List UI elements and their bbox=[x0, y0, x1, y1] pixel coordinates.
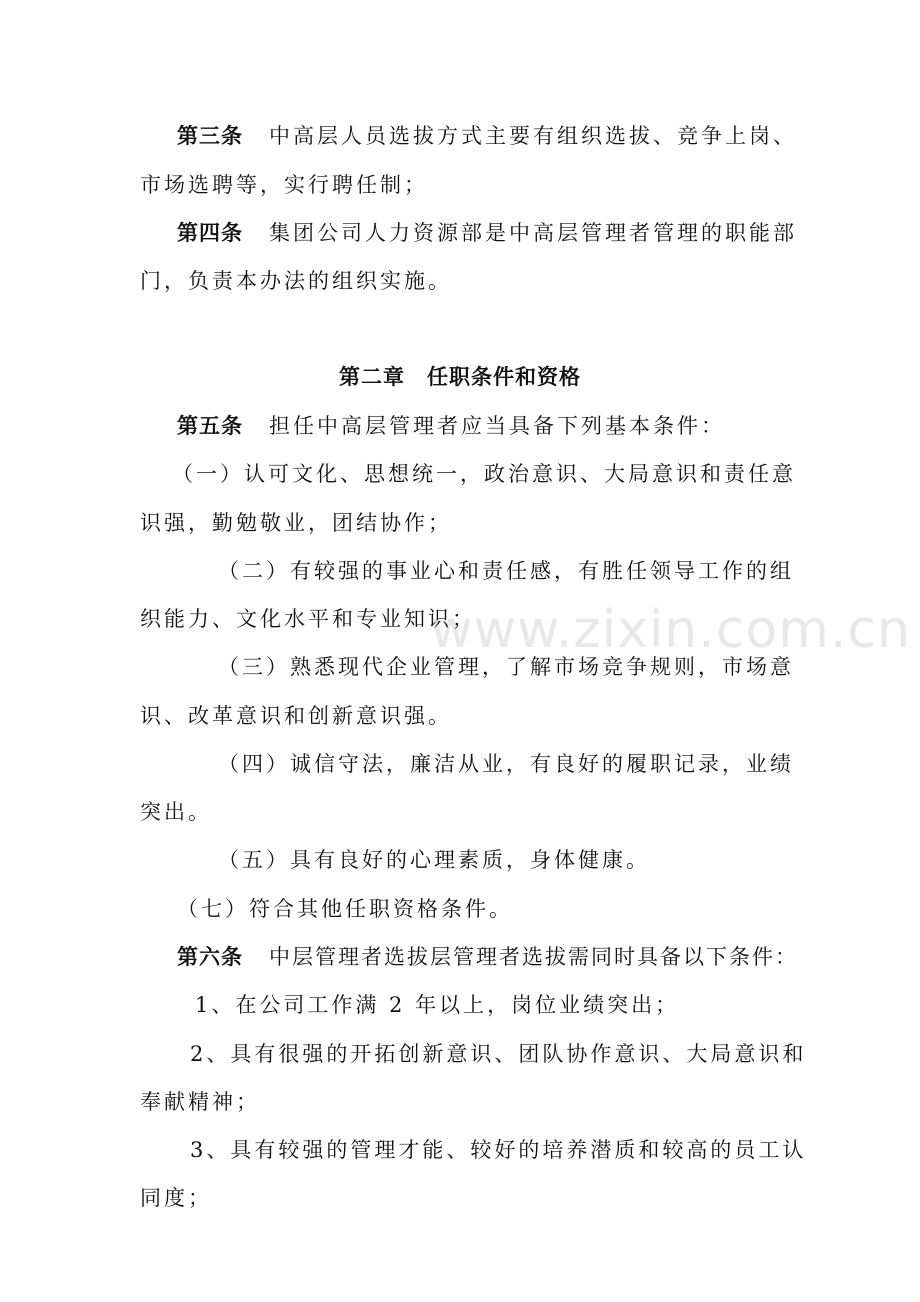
article-6-item-2-line-2 bbox=[0, 1087, 920, 1117]
list-item-text: 3、具有较强的管理才能、较好的培养潜质和较高的员工认 bbox=[190, 1138, 807, 1162]
article-4-text-1: 集团公司人力资源部是中高层管理者管理的职能部 bbox=[269, 221, 797, 245]
article-4-line-1 bbox=[0, 218, 920, 248]
list-item-text: （一）认可文化、思想统一，政治意识、大局意识和责任意 bbox=[172, 462, 796, 486]
article-6-item-3-line-1 bbox=[0, 1135, 920, 1165]
article-6-text-1: 中层管理者选拔层管理者选拔需同时具备以下条件： bbox=[269, 945, 798, 969]
article-5-item-1-line-1 bbox=[0, 459, 920, 489]
chapter-number: 第二章 bbox=[339, 365, 405, 389]
article-6-label: 第六条 bbox=[177, 945, 243, 969]
list-item-text: 1、在公司工作满 2 年以上，岗位业绩突出； bbox=[195, 993, 680, 1017]
watermark-text: www.zixin.com.cn bbox=[430, 600, 911, 660]
list-item-text: （二）有较强的事业心和责任感，有胜任领导工作的组 bbox=[218, 559, 794, 583]
article-5-item-2-line-2 bbox=[0, 604, 920, 634]
article-5-label: 第五条 bbox=[177, 414, 243, 438]
list-item-text: 识强，勤勉敬业，团结协作； bbox=[140, 511, 452, 535]
list-item-text: 同度； bbox=[140, 1186, 212, 1210]
article-5-line-1 bbox=[0, 411, 920, 441]
list-item-text: （五）具有良好的心理素质，身体健康。 bbox=[218, 848, 650, 872]
article-6-line-1 bbox=[0, 942, 920, 972]
article-3-label: 第三条 bbox=[177, 124, 243, 148]
list-item-text: （四）诚信守法，廉洁从业，有良好的履职记录，业绩 bbox=[218, 752, 794, 776]
list-item-text: 奉献精神； bbox=[140, 1090, 260, 1114]
article-5-item-5-line-1 bbox=[0, 845, 920, 875]
article-3-text-1: 中高层人员选拔方式主要有组织选拔、竞争上岗、 bbox=[269, 124, 797, 148]
article-4-line-2 bbox=[0, 266, 920, 296]
list-item-text: 识、改革意识和创新意识强。 bbox=[140, 704, 452, 728]
article-5-item-1-line-2 bbox=[0, 508, 920, 538]
article-6-item-2-line-1 bbox=[0, 1039, 920, 1069]
list-item-text: 突出。 bbox=[140, 800, 212, 824]
list-item-text: （三）熟悉现代企业管理，了解市场竞争规则，市场意 bbox=[218, 655, 794, 679]
chapter-heading bbox=[0, 362, 920, 392]
article-6-item-3-line-2 bbox=[0, 1183, 920, 1213]
article-5-item-4-line-1 bbox=[0, 749, 920, 779]
chapter-title: 任职条件和资格 bbox=[427, 365, 581, 389]
article-5-item-3-line-1 bbox=[0, 652, 920, 682]
list-item-text: 织能力、文化水平和专业知识； bbox=[140, 607, 476, 631]
article-5-item-6-line-1 bbox=[0, 894, 920, 924]
list-item-text: （七）符合其他任职资格条件。 bbox=[177, 897, 513, 921]
article-5-item-2-line-1 bbox=[0, 556, 920, 586]
article-4-text-2: 门，负责本办法的组织实施。 bbox=[140, 269, 452, 293]
article-3-line-1 bbox=[0, 121, 920, 151]
article-5-item-4-line-2 bbox=[0, 797, 920, 827]
article-4-label: 第四条 bbox=[177, 221, 243, 245]
article-5-text-1: 担任中高层管理者应当具备下列基本条件： bbox=[269, 414, 725, 438]
article-3-text-2: 市场选聘等，实行聘任制； bbox=[140, 173, 428, 197]
article-3-line-2 bbox=[0, 170, 920, 200]
list-item-text: 2、具有很强的开拓创新意识、团队协作意识、大局意识和 bbox=[190, 1042, 807, 1066]
article-5-item-3-line-2 bbox=[0, 701, 920, 731]
article-6-item-1-line-1 bbox=[0, 990, 920, 1020]
